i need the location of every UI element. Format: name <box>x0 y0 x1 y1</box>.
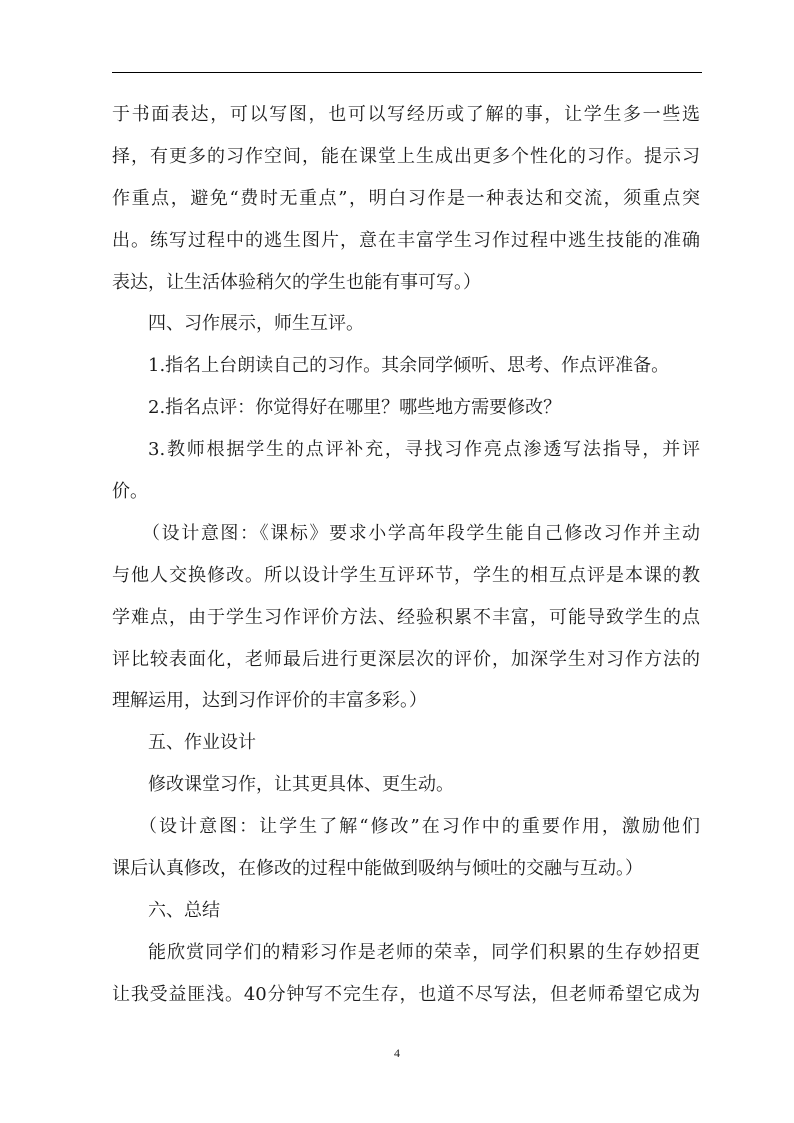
summary-text: 让我受益匪浅。40分钟写不完生存，也道不尽写法，但老师希望它成为 <box>112 983 700 1005</box>
design-intent: 理解运用，达到习作评价的丰富多彩。） <box>112 690 427 712</box>
section-heading: 六、总结 <box>148 899 220 921</box>
list-item: 3.教师根据学生的点评补充，寻找习作亮点渗透写法指导，并评 <box>148 439 700 461</box>
document-body <box>112 94 700 1016</box>
design-intent: 学难点，由于学生习作评价方法、经验积累不丰富，可能导致学生的点 <box>112 606 700 628</box>
design-intent: 课后认真修改，在修改的过程中能做到吸纳与倾吐的交融与互动。） <box>112 858 643 880</box>
paragraph-line: 于书面表达，可以写图，也可以写经历或了解的事，让学生多一些选 <box>112 104 700 125</box>
design-intent: 与他人交换修改。所以设计学生互评环节，学生的相互点评是本课的教 <box>112 564 700 586</box>
paragraph-line: 出。练写过程中的逃生图片，意在丰富学生习作过程中逃生技能的准确 <box>112 229 700 251</box>
list-item-continuation: 价。 <box>112 481 148 503</box>
paragraph-line: 表达，让生活体验稍欠的学生也能有事可写。） <box>112 271 481 293</box>
summary-text: 能欣赏同学们的精彩习作是老师的荣幸，同学们积累的生存妙招更 <box>148 941 700 963</box>
list-item: 2.指名点评：你觉得好在哪里？哪些地方需要修改？ <box>148 397 562 419</box>
section-heading: 四、习作展示，师生互评。 <box>148 313 364 335</box>
header-rule <box>112 72 702 73</box>
design-intent: 评比较表面化，老师最后进行更深层次的评价，加深学生对习作方法的 <box>112 648 700 670</box>
paragraph-line: 作重点，避免“费时无重点”，明白习作是一种表达和交流，须重点突 <box>112 187 700 209</box>
paragraph-line: 择，有更多的习作空间，能在课堂上生成出更多个性化的习作。提示习 <box>112 145 700 167</box>
design-intent: （设计意图：让学生了解“修改”在习作中的重要作用，激励他们 <box>139 816 700 838</box>
section-heading: 五、作业设计 <box>148 732 256 754</box>
design-intent: （设计意图：《课标》要求小学高年段学生能自己修改习作并主动 <box>142 522 700 544</box>
page-number: 4 <box>394 1046 400 1060</box>
body-text: 修改课堂习作，让其更具体、更生动。 <box>148 774 454 796</box>
list-item: 1.指名上台朗读自己的习作。其余同学倾听、思考、作点评准备。 <box>148 355 670 377</box>
